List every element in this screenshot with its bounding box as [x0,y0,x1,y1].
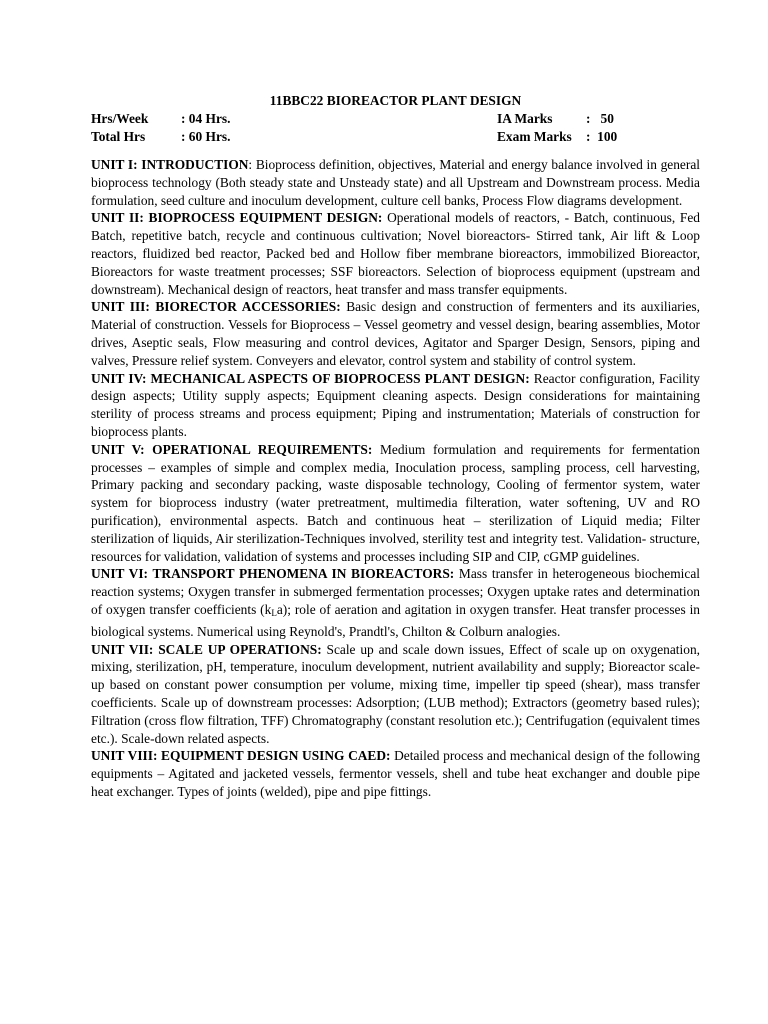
unit-6-body-a: Mass transfer in heterogeneous biochemical reaction systems; Oxygen transfer in submerged fermentation processes; Oxygen uptake rates and determination of oxygen transfer coefficients (k [91,566,700,617]
course-title: 11BBC22 BIOREACTOR PLANT DESIGN [269,93,522,108]
exam-marks-label: Exam Marks [497,129,572,144]
unit-7-heading: UNIT VII: SCALE UP OPERATIONS: [91,641,322,657]
hrs-week-label: Hrs/Week [91,111,149,126]
unit-7 [91,641,700,748]
unit-4 [91,370,700,441]
unit-2 [91,209,700,298]
meta-row-1 [91,110,700,128]
syllabus-page [91,92,700,801]
unit-1 [91,156,700,209]
unit-3-heading: UNIT III: BIORECTOR ACCESSORIES: [91,299,341,315]
total-hrs-label: Total Hrs [91,129,146,144]
unit-3 [91,298,700,369]
ia-marks-label: IA Marks [497,111,553,126]
unit-5-heading: UNIT V: OPERATIONAL REQUIREMENTS: [91,441,373,457]
unit-1-body: : Bioprocess definition, objectives, Material and energy balance involved in general bioprocess technology (Both steady state and Unsteady state) and all Upstream and Downstream process. Media formulation, seed culture and inoculum development, culture cell banks, Process Flow diagrams development. [91,157,700,208]
unit-2-body: Operational models of reactors, - Batch, continuous, Fed Batch, repetitive batch, recycle and continuous cultivation; Novel bioreactors- Stirred tank, Air lift & Loop reactors, fluidized bed reactor, Packed bed and Hollow fiber membrane bioreactors, immobilized Bioreactor, Bioreactors for waste treatment processes; SSF bioreactors. Selection of bioprocess equipment (upstream and downstream). Mechanical design of reactors, heat transfer and mass transfer equipments. [91,210,700,297]
hrs-week-value: : 04 Hrs. [181,111,231,126]
unit-6-subscript: L [271,607,277,618]
ia-marks-value: : 50 [586,111,614,126]
unit-4-body: Reactor configuration, Facility design aspects; Utility supply aspects; Equipment cleaning aspects. Design considerations for maintaining sterility of process streams and process equipment; Piping and instrumentation; Materials of construction for bioprocess plants. [91,370,700,439]
unit-5 [91,441,700,566]
unit-6-heading: UNIT VI: TRANSPORT PHENOMENA IN BIOREACTORS: [91,566,455,582]
unit-6 [91,565,700,640]
unit-7-body: Scale up and scale down issues, Effect of scale up on oxygenation, mixing, sterilization, pH, temperature, inoculum development, nutrient availability and supply; Bioreactor scale-up based on constant power consumption per volume, mixing time, impeller tip speed (shear), mass transfer coefficients. Scale up of downstream processes: Adsorption; (LUB method); Extractors (geometry based rules); Filtration (cross flow filtration, TFF) Chromatography (constant resolution etc.); Centrifugation (equivalent times etc.). Scale-down related aspects. [91,641,700,746]
unit-4-heading: UNIT IV: MECHANICAL ASPECTS OF BIOPROCESS PLANT DESIGN: [91,370,530,386]
unit-8-body: Detailed process and mechanical design of the following equipments – Agitated and jacketed vessels, fermentor vessels, shell and tube heat exchanger and double pipe heat exchanger. Types of joints (welded), pipe and pipe fittings. [91,748,700,799]
unit-6-body-b: a); role of aeration and agitation in oxygen transfer. Heat transfer processes in biological systems. Numerical using Reynold's, Prandtl's, Chilton & Colburn analogies. [91,601,700,639]
meta-row-2 [91,128,700,146]
unit-3-body: Basic design and construction of fermenters and its auxiliaries, Material of construction. Vessels for Bioprocess – Vessel geometry and vessel design, bearing assemblies, Motor drives, Aseptic seals, Flow measuring and control devices, Agitator and Sparger Design, Sensors, piping and valves, Pressure relief system. Conveyers and elevator, control system and stability of control system. [91,299,700,368]
unit-8 [91,747,700,800]
unit-2-heading: UNIT II: BIOPROCESS EQUIPMENT DESIGN: [91,210,383,226]
course-meta [91,110,700,146]
unit-1-heading: UNIT I: INTRODUCTION [91,157,249,172]
total-hrs-value: : 60 Hrs. [181,129,231,144]
unit-8-heading: UNIT VIII: EQUIPMENT DESIGN USING CAED: [91,748,391,764]
exam-marks-value: : 100 [586,129,618,144]
unit-5-body: Medium formulation and requirements for fermentation processes – examples of simple and complex media, Inoculation process, sampling process, cell harvesting, Primary packing and secondary packing, waste disposable technology, Cooling of fermentor system, water system for bioprocess industry (water pretreatment, multimedia filteration, water softening, UV and RO purification), environmental aspects. Batch and continuous heat – sterilization of Liquid media; Filter sterilization of liquids, Air sterilization-Techniques involved, sterility test and integrity test. Validation- structure, resources for validation, validation of systems and processes including SIP and CIP, cGMP guidelines. [91,441,700,564]
